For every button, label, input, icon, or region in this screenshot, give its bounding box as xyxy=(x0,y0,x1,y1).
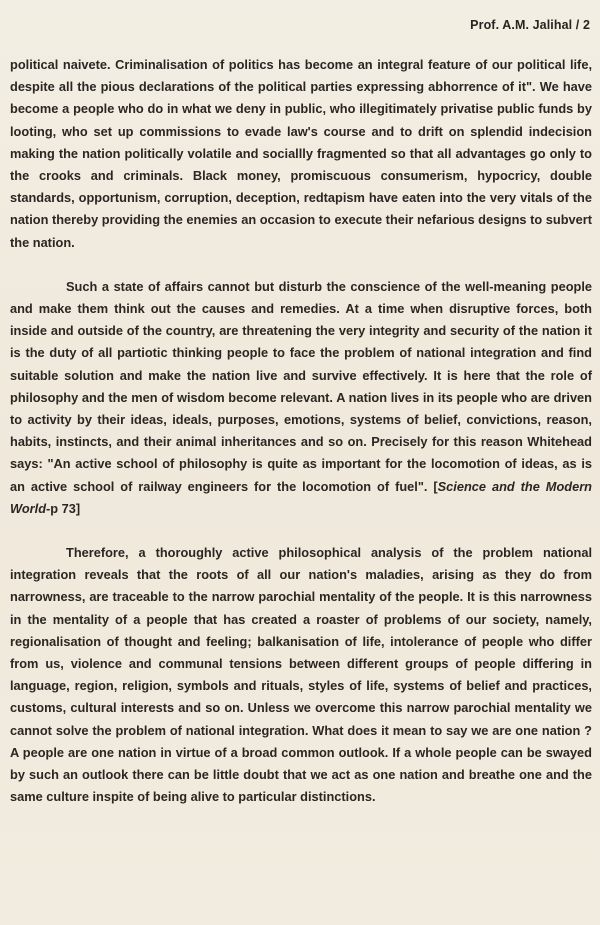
paragraph-2 xyxy=(10,276,592,520)
paragraph-gap xyxy=(10,254,592,276)
paragraph-3: Therefore, a thoroughly active philosophical analysis of the problem national integration reveals that the roots of all our nation's maladies, arising as they do from narrowness, are traceable to the narrow parochial mentality of the people. It is this narrowness in the mentality of a people that has created a roaster of problems of our society, namely, regionalisation of thought and feeling; balkanisation of life, intolerance of people who differ from us, violence and communal tensions between different groups of people differing in language, region, religion, symbols and rituals, styles of life, systems of belief and practices, customs, cultural interests and so on. Unless we overcome this narrow parochial mentality we cannot solve the problem of national integration. What does it mean to say we are one nation ? A people are one nation in virtue of a broad common outlook. If a whole people can be swayed by such an outlook there can be little doubt that we act as one nation and breathe one and the same culture inspite of being alive to particular distinctions. xyxy=(10,545,592,805)
paragraph-2-text: Such a state of affairs cannot but disturb the conscience of the well-meaning people and make them think out the causes and remedies. At a time when disruptive forces, both inside and outside of the country, are threatening the very integrity and security of the nation it is the duty of all partiotic thinking people to face the problem of national integration and find suitable solution and make the nation live and survive effectively. It is here that the role of philosophy and the men of wisdom become relevant. A nation lives in its people who are driven to activity by their ideas, ideals, purposes, emotions, systems of belief, convictions, reason, habits, instincts, and their animal inheritances and so on. Precisely for this reason Whitehead says: "An active school of philosophy is quite as important for the locomotion of ideas, as is an active school of railway engineers for the locomotion of fuel". [ xyxy=(10,278,592,494)
citation-page: -p 73] xyxy=(46,500,81,516)
paragraph-1: political naivete. Criminalisation of politics has become an integral feature of our political life, despite all the pious declarations of the political parties expressing abhorrence of it". We have become a people who do in what we deny in public, who illegitimately privatise public funds by looting, who set up commissions to evade law's course and to drift on splendid indecision making the nation politically volatile and sociallly fragmented so that all advantages go only to the crooks and criminals. Black money, promiscuous consumerism, hypocricy, double standards, opportunism, corruption, deception, redtapism have eaten into the very vitals of the nation thereby providing the enemies an occasion to execute their nefarious designs to subvert the nation. xyxy=(10,57,592,250)
running-head: Prof. A.M. Jalihal / 2 xyxy=(470,18,590,32)
citation-title: Science and the Modern World xyxy=(10,478,592,516)
paragraph-gap xyxy=(10,520,592,542)
